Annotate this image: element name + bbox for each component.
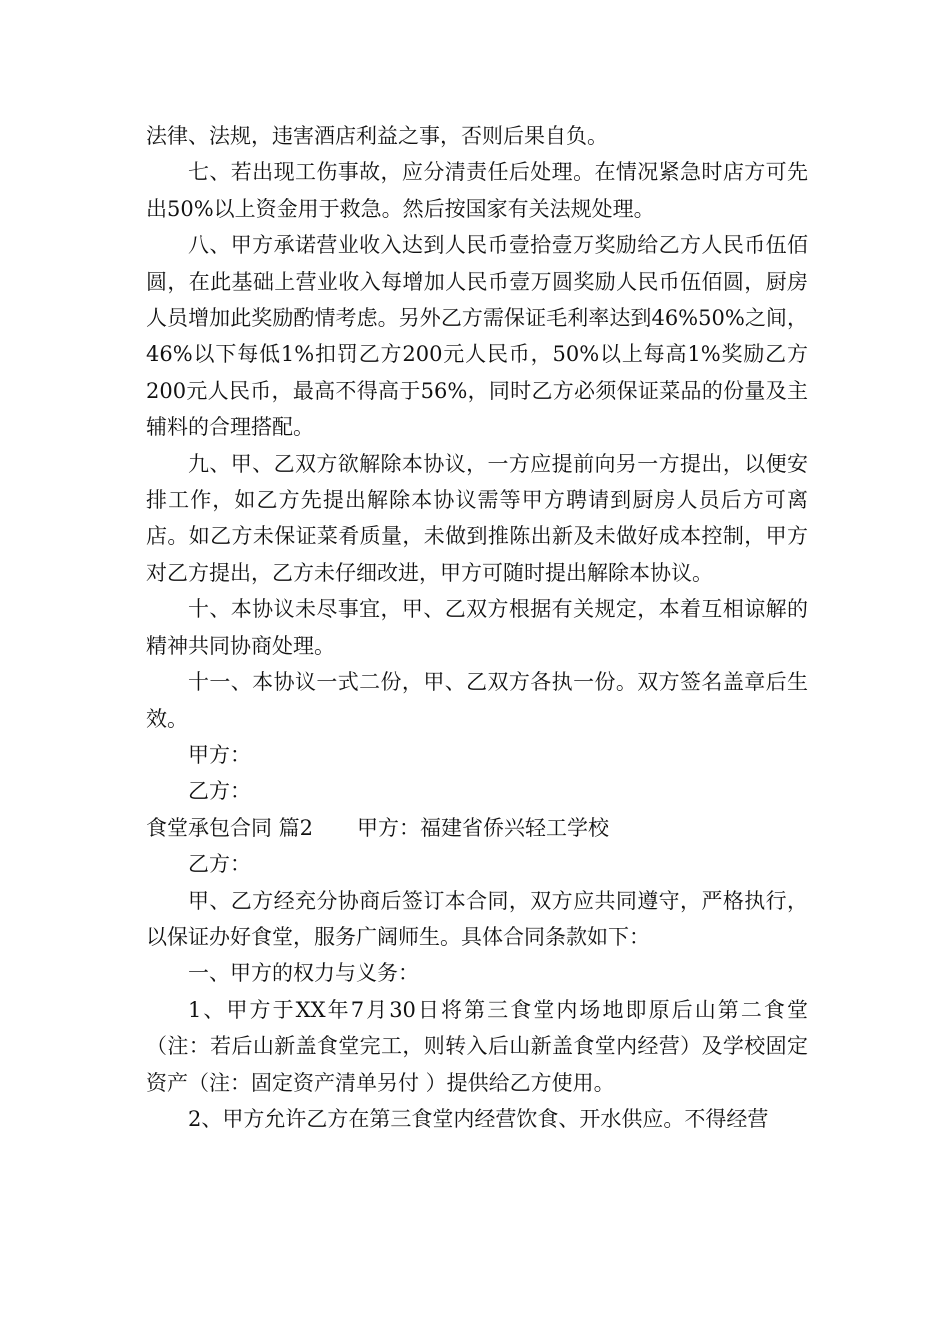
paragraph-clause-7: 七、若出现工伤事故，应分清责任后处理。在情况紧急时店方可先出50%以上资金用于救急。然后按国家有关法规处理。 [146, 160, 808, 221]
section-2-heading-1: 一、甲方的权力与义务： [188, 961, 419, 986]
document-page [146, 118, 808, 1137]
paragraph-clause-10: 十、本协议未尽事宜，甲、乙双方根据有关规定，本着互相谅解的精神共同协商处理。 [146, 597, 808, 658]
section-2-header [146, 810, 808, 846]
section-2-item-2: 2、甲方允许乙方在第三食堂内经营饮食、开水供应。不得经营 [188, 1106, 769, 1131]
paragraph-clause-9: 九、甲、乙双方欲解除本协议，一方应提前向另一方提出，以便安排工作，如乙方先提出解除本协议需等甲方聘请到厨房人员后方可离店。如乙方未保证菜肴质量，未做到推陈出新及未做好成本控制，甲方对乙方提出，乙方未仔细改进，甲方可随时提出解除本协议。 [146, 451, 808, 585]
section-2-title: 食堂承包合同 篇2 [146, 815, 314, 840]
paragraph-clause-11: 十一、本协议一式二份，甲、乙双方各执一份。双方签名盖章后生效。 [146, 670, 808, 731]
signature-party-b: 乙方： [188, 779, 251, 804]
paragraph-clause-8: 八、甲方承诺营业收入达到人民币壹拾壹万奖励给乙方人民币伍佰圆，在此基础上营业收入每增加人民币壹万圆奖励人民币伍佰圆，厨房人员增加此奖励酌情考虑。另外乙方需保证毛利率达到46%50%之间，46%以下每低1%扣罚乙方200元人民币，50%以上每高1%奖励乙方200元人民币，最高不得高于56%，同时乙方必须保证菜品的份量及主辅料的合理搭配。 [146, 233, 808, 440]
section-2-item-1: 1、甲方于XX年7月30日将第三食堂内场地即原后山第二食堂（注：若后山新盖食堂完工，则转入后山新盖食堂内经营）及学校固定资产（注：固定资产清单另付 ）提供给乙方使用。 [146, 997, 808, 1095]
paragraph-continuation: 法律、法规，违害酒店利益之事，否则后果自负。 [146, 124, 608, 148]
section-2-party-b: 乙方： [188, 852, 251, 877]
section-2-intro: 甲、乙方经充分协商后签订本合同，双方应共同遵守，严格执行，以保证办好食堂，服务广阔师生。具体合同条款如下： [146, 888, 808, 949]
section-2-party-a: 甲方：福建省侨兴轻工学校 [357, 815, 610, 840]
signature-party-a: 甲方： [188, 742, 251, 767]
